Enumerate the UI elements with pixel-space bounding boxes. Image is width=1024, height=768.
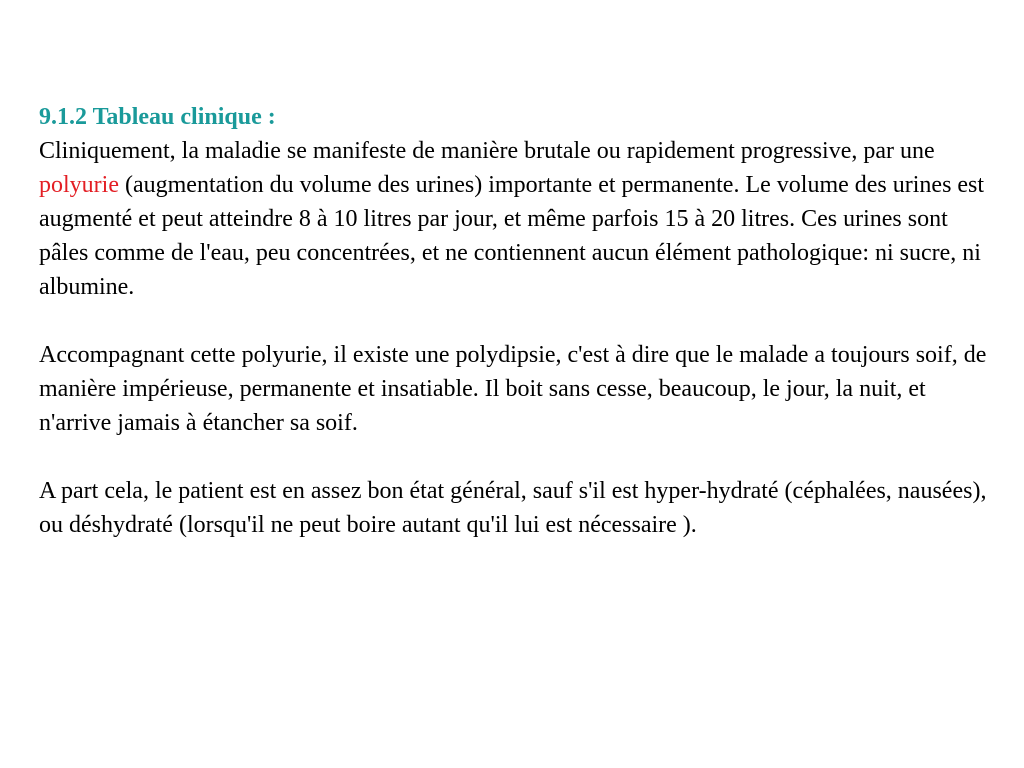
section-heading: 9.1.2 Tableau clinique : [39,104,276,130]
paragraph-polydipsie: Accompagnant cette polyurie, il existe une polydipsie, c'est à dire que le malade a toujours soif, de manière impérieuse, permanente et insatiable. Il boit sans cesse, beaucoup, le jour, la nuit, et n'arrive jamais à étancher sa soif. [39,342,987,436]
paragraph-etat-general: A part cela, le patient est en assez bon état général, sauf s'il est hyper-hydraté (céphalées, nausées), ou déshydraté (lorsqu'il ne peut boire autant qu'il lui est nécessaire ). [39,478,987,538]
paragraph-1-text-start: Cliniquement, la maladie se manifeste de manière brutale ou rapidement progressive, par une [39,138,935,164]
paragraph-polyurie [39,134,999,304]
paragraph-1-text-end: (augmentation du volume des urines) importante et permanente. Le volume des urines est augmenté et peut atteindre 8 à 10 litres par jour, et même parfois 15 à 20 litres. Ces urines sont pâles comme de l'eau, peu concentrées, et ne contiennent aucun élément pathologique: ni sucre, ni albumine. [39,172,985,300]
highlighted-term-polyurie: polyurie [39,172,119,198]
document-body [39,100,999,542]
